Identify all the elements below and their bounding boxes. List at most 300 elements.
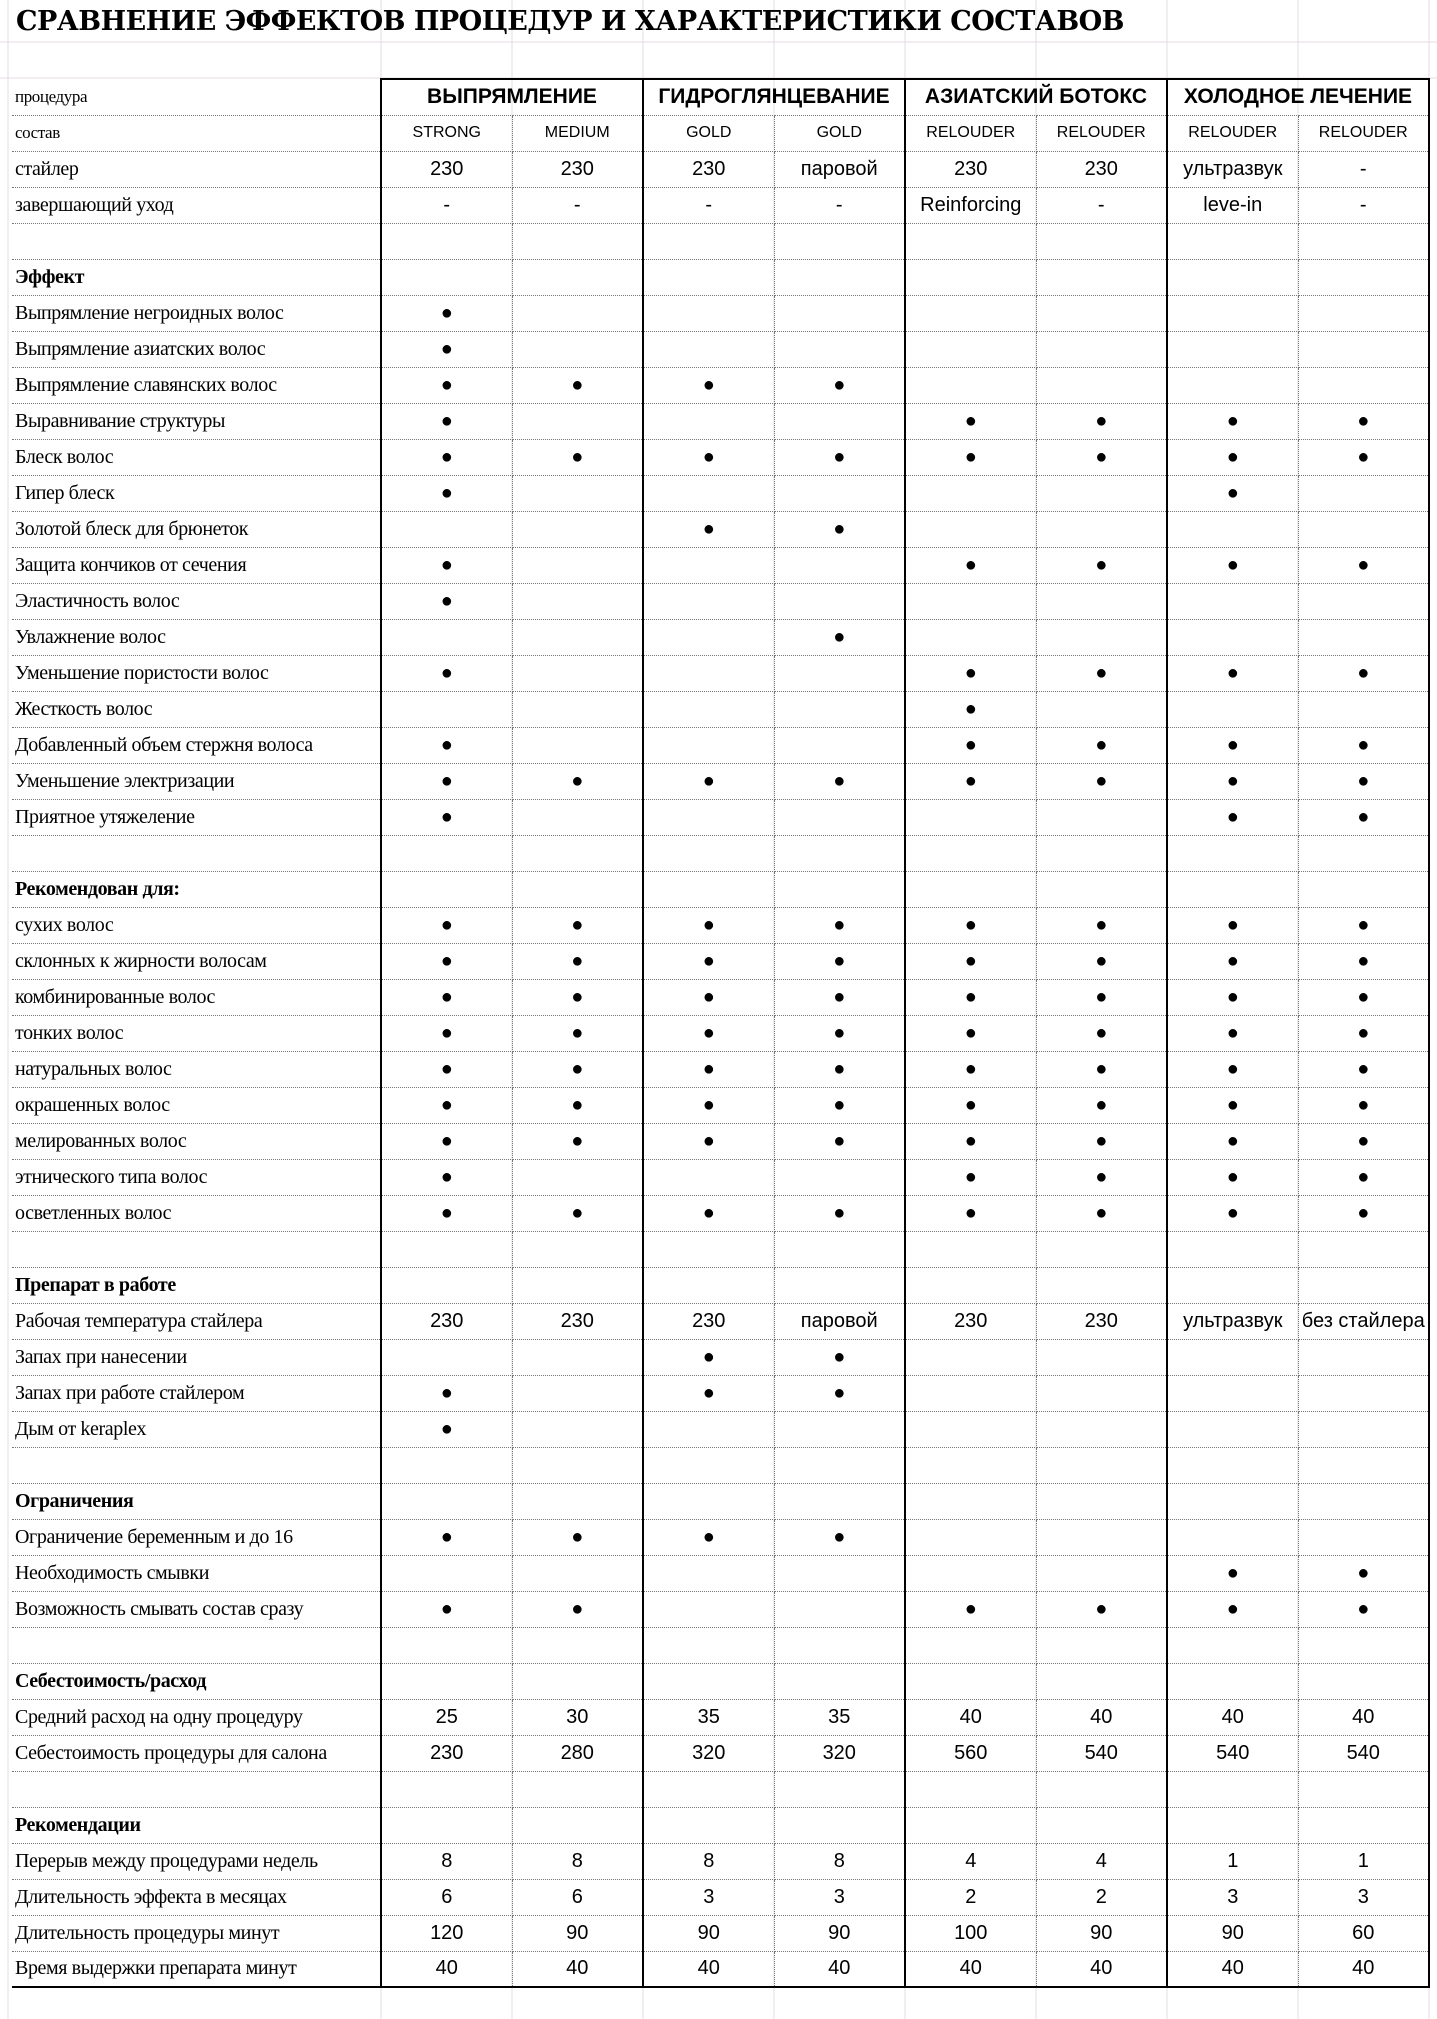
empty-cell[interactable]: [1298, 1627, 1429, 1663]
check-dot-cell[interactable]: ●: [774, 619, 905, 655]
check-dot-cell[interactable]: ●: [643, 1015, 774, 1051]
row-label[interactable]: Гипер блеск: [12, 475, 381, 511]
row-label[interactable]: склонных к жирности волосам: [12, 943, 381, 979]
empty-cell[interactable]: [1036, 1627, 1167, 1663]
value-cell[interactable]: 2: [1036, 1879, 1167, 1915]
check-dot-cell[interactable]: ●: [1298, 1087, 1429, 1123]
empty-cell[interactable]: [643, 835, 774, 871]
empty-cell[interactable]: [1036, 511, 1167, 547]
check-dot-cell[interactable]: ●: [643, 1375, 774, 1411]
empty-cell[interactable]: [1036, 691, 1167, 727]
section-title[interactable]: Себестоимость/расход: [12, 1663, 381, 1699]
check-dot-cell[interactable]: ●: [381, 1195, 512, 1231]
empty-cell[interactable]: [774, 1627, 905, 1663]
empty-cell[interactable]: [512, 475, 643, 511]
empty-cell[interactable]: [905, 1483, 1036, 1519]
check-dot-cell[interactable]: ●: [381, 1015, 512, 1051]
row-label[interactable]: Возможность смывать состав сразу: [12, 1591, 381, 1627]
value-cell[interactable]: 230: [512, 1303, 643, 1339]
empty-cell[interactable]: [512, 1411, 643, 1447]
check-dot-cell[interactable]: ●: [381, 1123, 512, 1159]
empty-cell[interactable]: [1036, 1411, 1167, 1447]
check-dot-cell[interactable]: ●: [381, 1519, 512, 1555]
empty-cell[interactable]: [1036, 835, 1167, 871]
empty-cell[interactable]: [905, 1339, 1036, 1375]
empty-cell[interactable]: [512, 331, 643, 367]
finish-cell[interactable]: -: [774, 187, 905, 223]
value-cell[interactable]: 6: [381, 1879, 512, 1915]
value-cell[interactable]: 280: [512, 1735, 643, 1771]
check-dot-cell[interactable]: ●: [381, 583, 512, 619]
check-dot-cell[interactable]: ●: [905, 1159, 1036, 1195]
empty-cell[interactable]: [1167, 583, 1298, 619]
empty-cell[interactable]: [643, 655, 774, 691]
composition-cell[interactable]: STRONG: [381, 115, 512, 151]
value-cell[interactable]: 230: [381, 1735, 512, 1771]
empty-cell[interactable]: [774, 871, 905, 907]
empty-cell[interactable]: [1167, 871, 1298, 907]
empty-cell[interactable]: [1167, 1231, 1298, 1267]
empty-cell[interactable]: [905, 1519, 1036, 1555]
check-dot-cell[interactable]: ●: [1167, 1087, 1298, 1123]
check-dot-cell[interactable]: ●: [1036, 439, 1167, 475]
check-dot-cell[interactable]: ●: [774, 367, 905, 403]
empty-cell[interactable]: [512, 1663, 643, 1699]
empty-cell[interactable]: [1167, 223, 1298, 259]
group-header[interactable]: ВЫПРЯМЛЕНИЕ: [381, 79, 643, 115]
value-cell[interactable]: 8: [774, 1843, 905, 1879]
empty-cell[interactable]: [774, 223, 905, 259]
group-header[interactable]: АЗИАТСКИЙ БОТОКС: [905, 79, 1167, 115]
value-cell[interactable]: 4: [1036, 1843, 1167, 1879]
styler-cell[interactable]: 230: [1036, 151, 1167, 187]
empty-cell[interactable]: [774, 1807, 905, 1843]
empty-cell[interactable]: [512, 835, 643, 871]
empty-cell[interactable]: [774, 1159, 905, 1195]
empty-cell[interactable]: [1036, 619, 1167, 655]
value-cell[interactable]: 40: [1298, 1951, 1429, 1987]
empty-cell[interactable]: [12, 223, 381, 259]
row-label[interactable]: Запах при работе стайлером: [12, 1375, 381, 1411]
empty-cell[interactable]: [643, 1483, 774, 1519]
value-cell[interactable]: 3: [1298, 1879, 1429, 1915]
composition-label[interactable]: состав: [12, 115, 381, 151]
row-label[interactable]: Дым от keraplex: [12, 1411, 381, 1447]
value-cell[interactable]: 35: [774, 1699, 905, 1735]
check-dot-cell[interactable]: ●: [381, 907, 512, 943]
value-cell[interactable]: 4: [905, 1843, 1036, 1879]
check-dot-cell[interactable]: ●: [1036, 727, 1167, 763]
row-label[interactable]: Длительность процедуры минут: [12, 1915, 381, 1951]
check-dot-cell[interactable]: ●: [512, 979, 643, 1015]
check-dot-cell[interactable]: ●: [774, 763, 905, 799]
check-dot-cell[interactable]: ●: [381, 547, 512, 583]
check-dot-cell[interactable]: ●: [905, 979, 1036, 1015]
check-dot-cell[interactable]: ●: [1036, 655, 1167, 691]
empty-cell[interactable]: [1167, 1519, 1298, 1555]
empty-cell[interactable]: [774, 1411, 905, 1447]
check-dot-cell[interactable]: ●: [905, 1591, 1036, 1627]
check-dot-cell[interactable]: ●: [905, 727, 1036, 763]
check-dot-cell[interactable]: ●: [1298, 1591, 1429, 1627]
empty-cell[interactable]: [1036, 259, 1167, 295]
empty-cell[interactable]: [12, 1627, 381, 1663]
check-dot-cell[interactable]: ●: [1036, 1051, 1167, 1087]
row-label[interactable]: Золотой блеск для брюнеток: [12, 511, 381, 547]
empty-cell[interactable]: [381, 835, 512, 871]
check-dot-cell[interactable]: ●: [381, 403, 512, 439]
value-cell[interactable]: 90: [643, 1915, 774, 1951]
empty-cell[interactable]: [512, 403, 643, 439]
row-label[interactable]: Приятное утяжеление: [12, 799, 381, 835]
empty-cell[interactable]: [774, 1267, 905, 1303]
value-cell[interactable]: без стайлера: [1298, 1303, 1429, 1339]
value-cell[interactable]: 230: [1036, 1303, 1167, 1339]
check-dot-cell[interactable]: ●: [643, 1087, 774, 1123]
check-dot-cell[interactable]: ●: [774, 979, 905, 1015]
empty-cell[interactable]: [381, 223, 512, 259]
empty-cell[interactable]: [512, 1159, 643, 1195]
empty-cell[interactable]: [643, 1267, 774, 1303]
empty-cell[interactable]: [512, 799, 643, 835]
empty-cell[interactable]: [774, 655, 905, 691]
empty-cell[interactable]: [1036, 475, 1167, 511]
empty-cell[interactable]: [381, 1627, 512, 1663]
styler-cell[interactable]: 230: [643, 151, 774, 187]
styler-cell[interactable]: паровой: [774, 151, 905, 187]
empty-cell[interactable]: [1167, 367, 1298, 403]
check-dot-cell[interactable]: ●: [1036, 763, 1167, 799]
check-dot-cell[interactable]: ●: [1167, 943, 1298, 979]
check-dot-cell[interactable]: ●: [1167, 547, 1298, 583]
empty-cell[interactable]: [643, 799, 774, 835]
empty-cell[interactable]: [1298, 583, 1429, 619]
value-cell[interactable]: 8: [512, 1843, 643, 1879]
row-label[interactable]: тонких волос: [12, 1015, 381, 1051]
empty-cell[interactable]: [512, 1483, 643, 1519]
styler-cell[interactable]: -: [1298, 151, 1429, 187]
empty-cell[interactable]: [1298, 1483, 1429, 1519]
check-dot-cell[interactable]: ●: [643, 1339, 774, 1375]
empty-cell[interactable]: [774, 1483, 905, 1519]
value-cell[interactable]: 25: [381, 1699, 512, 1735]
check-dot-cell[interactable]: ●: [1167, 439, 1298, 475]
empty-cell[interactable]: [643, 547, 774, 583]
check-dot-cell[interactable]: ●: [905, 763, 1036, 799]
empty-cell[interactable]: [381, 1771, 512, 1807]
empty-cell[interactable]: [1298, 223, 1429, 259]
composition-cell[interactable]: GOLD: [643, 115, 774, 151]
check-dot-cell[interactable]: ●: [774, 1051, 905, 1087]
empty-cell[interactable]: [905, 295, 1036, 331]
empty-cell[interactable]: [643, 1231, 774, 1267]
check-dot-cell[interactable]: ●: [1036, 403, 1167, 439]
value-cell[interactable]: 320: [774, 1735, 905, 1771]
empty-cell[interactable]: [643, 223, 774, 259]
check-dot-cell[interactable]: ●: [1167, 763, 1298, 799]
check-dot-cell[interactable]: ●: [381, 727, 512, 763]
empty-cell[interactable]: [1298, 871, 1429, 907]
value-cell[interactable]: 8: [381, 1843, 512, 1879]
empty-cell[interactable]: [1298, 475, 1429, 511]
check-dot-cell[interactable]: ●: [1167, 1195, 1298, 1231]
empty-cell[interactable]: [905, 1447, 1036, 1483]
check-dot-cell[interactable]: ●: [512, 763, 643, 799]
empty-cell[interactable]: [381, 1267, 512, 1303]
empty-cell[interactable]: [512, 1771, 643, 1807]
check-dot-cell[interactable]: ●: [381, 799, 512, 835]
empty-cell[interactable]: [512, 223, 643, 259]
empty-cell[interactable]: [1298, 1231, 1429, 1267]
empty-cell[interactable]: [12, 835, 381, 871]
row-label[interactable]: Необходимость смывки: [12, 1555, 381, 1591]
empty-cell[interactable]: [1036, 1375, 1167, 1411]
check-dot-cell[interactable]: ●: [381, 367, 512, 403]
empty-cell[interactable]: [1298, 511, 1429, 547]
check-dot-cell[interactable]: ●: [1298, 943, 1429, 979]
check-dot-cell[interactable]: ●: [643, 907, 774, 943]
check-dot-cell[interactable]: ●: [905, 547, 1036, 583]
empty-cell[interactable]: [774, 1555, 905, 1591]
check-dot-cell[interactable]: ●: [905, 691, 1036, 727]
empty-cell[interactable]: [905, 1375, 1036, 1411]
check-dot-cell[interactable]: ●: [643, 367, 774, 403]
check-dot-cell[interactable]: ●: [774, 1087, 905, 1123]
empty-cell[interactable]: [1298, 1267, 1429, 1303]
check-dot-cell[interactable]: ●: [643, 943, 774, 979]
check-dot-cell[interactable]: ●: [1167, 979, 1298, 1015]
section-title[interactable]: Рекомендации: [12, 1807, 381, 1843]
check-dot-cell[interactable]: ●: [1036, 907, 1167, 943]
empty-cell[interactable]: [1298, 1519, 1429, 1555]
empty-cell[interactable]: [512, 1447, 643, 1483]
check-dot-cell[interactable]: ●: [905, 439, 1036, 475]
empty-cell[interactable]: [512, 1555, 643, 1591]
empty-cell[interactable]: [774, 547, 905, 583]
check-dot-cell[interactable]: ●: [381, 979, 512, 1015]
check-dot-cell[interactable]: ●: [643, 1519, 774, 1555]
row-label[interactable]: Выравнивание структуры: [12, 403, 381, 439]
empty-cell[interactable]: [1036, 1807, 1167, 1843]
empty-cell[interactable]: [643, 475, 774, 511]
check-dot-cell[interactable]: ●: [512, 367, 643, 403]
row-label[interactable]: Себестоимость процедуры для салона: [12, 1735, 381, 1771]
empty-cell[interactable]: [774, 1447, 905, 1483]
empty-cell[interactable]: [512, 619, 643, 655]
empty-cell[interactable]: [905, 871, 1036, 907]
empty-cell[interactable]: [381, 1339, 512, 1375]
empty-cell[interactable]: [905, 1663, 1036, 1699]
empty-cell[interactable]: [643, 295, 774, 331]
row-label[interactable]: Длительность эффекта в месяцах: [12, 1879, 381, 1915]
check-dot-cell[interactable]: ●: [381, 943, 512, 979]
check-dot-cell[interactable]: ●: [1298, 1195, 1429, 1231]
check-dot-cell[interactable]: ●: [643, 979, 774, 1015]
check-dot-cell[interactable]: ●: [905, 1015, 1036, 1051]
row-label[interactable]: Выпрямление славянских волос: [12, 367, 381, 403]
value-cell[interactable]: 540: [1167, 1735, 1298, 1771]
empty-cell[interactable]: [643, 1807, 774, 1843]
check-dot-cell[interactable]: ●: [1167, 1555, 1298, 1591]
check-dot-cell[interactable]: ●: [1167, 1159, 1298, 1195]
composition-cell[interactable]: RELOUDER: [1036, 115, 1167, 151]
row-label[interactable]: окрашенных волос: [12, 1087, 381, 1123]
check-dot-cell[interactable]: ●: [1167, 655, 1298, 691]
check-dot-cell[interactable]: ●: [381, 331, 512, 367]
empty-cell[interactable]: [1298, 1771, 1429, 1807]
empty-cell[interactable]: [512, 727, 643, 763]
empty-cell[interactable]: [905, 1807, 1036, 1843]
value-cell[interactable]: ультразвук: [1167, 1303, 1298, 1339]
row-label[interactable]: Уменьшение пористости волос: [12, 655, 381, 691]
empty-cell[interactable]: [1036, 331, 1167, 367]
empty-cell[interactable]: [381, 1807, 512, 1843]
empty-cell[interactable]: [643, 583, 774, 619]
empty-cell[interactable]: [1167, 1483, 1298, 1519]
empty-cell[interactable]: [12, 1771, 381, 1807]
value-cell[interactable]: 40: [1167, 1951, 1298, 1987]
check-dot-cell[interactable]: ●: [1167, 1123, 1298, 1159]
empty-cell[interactable]: [512, 1339, 643, 1375]
empty-cell[interactable]: [643, 1771, 774, 1807]
check-dot-cell[interactable]: ●: [381, 1591, 512, 1627]
composition-cell[interactable]: RELOUDER: [1298, 115, 1429, 151]
empty-cell[interactable]: [774, 475, 905, 511]
check-dot-cell[interactable]: ●: [1036, 1159, 1167, 1195]
value-cell[interactable]: 30: [512, 1699, 643, 1735]
value-cell[interactable]: 40: [1298, 1699, 1429, 1735]
check-dot-cell[interactable]: ●: [1036, 1591, 1167, 1627]
value-cell[interactable]: 40: [1036, 1699, 1167, 1735]
check-dot-cell[interactable]: ●: [512, 1087, 643, 1123]
check-dot-cell[interactable]: ●: [1167, 799, 1298, 835]
empty-cell[interactable]: [905, 835, 1036, 871]
check-dot-cell[interactable]: ●: [774, 1123, 905, 1159]
empty-cell[interactable]: [774, 1591, 905, 1627]
row-label[interactable]: сухих волос: [12, 907, 381, 943]
styler-label[interactable]: стайлер: [12, 151, 381, 187]
check-dot-cell[interactable]: ●: [1167, 403, 1298, 439]
check-dot-cell[interactable]: ●: [643, 439, 774, 475]
row-label[interactable]: осветленных волос: [12, 1195, 381, 1231]
row-label[interactable]: Блеск волос: [12, 439, 381, 475]
composition-cell[interactable]: GOLD: [774, 115, 905, 151]
check-dot-cell[interactable]: ●: [1298, 1015, 1429, 1051]
empty-cell[interactable]: [905, 1771, 1036, 1807]
value-cell[interactable]: 120: [381, 1915, 512, 1951]
section-title[interactable]: Рекомендован для:: [12, 871, 381, 907]
empty-cell[interactable]: [1298, 835, 1429, 871]
empty-cell[interactable]: [643, 1663, 774, 1699]
check-dot-cell[interactable]: ●: [381, 655, 512, 691]
empty-cell[interactable]: [512, 1267, 643, 1303]
check-dot-cell[interactable]: ●: [1298, 763, 1429, 799]
value-cell[interactable]: 3: [643, 1879, 774, 1915]
row-label[interactable]: Добавленный объем стержня волоса: [12, 727, 381, 763]
empty-cell[interactable]: [1167, 1663, 1298, 1699]
value-cell[interactable]: 3: [1167, 1879, 1298, 1915]
check-dot-cell[interactable]: ●: [774, 1519, 905, 1555]
empty-cell[interactable]: [1167, 1771, 1298, 1807]
check-dot-cell[interactable]: ●: [381, 295, 512, 331]
empty-cell[interactable]: [1298, 259, 1429, 295]
composition-cell[interactable]: RELOUDER: [1167, 115, 1298, 151]
check-dot-cell[interactable]: ●: [1298, 1159, 1429, 1195]
check-dot-cell[interactable]: ●: [381, 439, 512, 475]
empty-cell[interactable]: [1167, 1627, 1298, 1663]
row-label[interactable]: Запах при нанесении: [12, 1339, 381, 1375]
empty-cell[interactable]: [774, 331, 905, 367]
empty-cell[interactable]: [643, 1591, 774, 1627]
value-cell[interactable]: 35: [643, 1699, 774, 1735]
empty-cell[interactable]: [381, 871, 512, 907]
empty-cell[interactable]: [1036, 223, 1167, 259]
value-cell[interactable]: 40: [905, 1699, 1036, 1735]
check-dot-cell[interactable]: ●: [1298, 547, 1429, 583]
check-dot-cell[interactable]: ●: [1036, 979, 1167, 1015]
row-label[interactable]: Выпрямление негроидных волос: [12, 295, 381, 331]
empty-cell[interactable]: [1167, 1375, 1298, 1411]
check-dot-cell[interactable]: ●: [774, 511, 905, 547]
empty-cell[interactable]: [643, 403, 774, 439]
value-cell[interactable]: 2: [905, 1879, 1036, 1915]
empty-cell[interactable]: [12, 1231, 381, 1267]
empty-cell[interactable]: [1036, 799, 1167, 835]
check-dot-cell[interactable]: ●: [1167, 727, 1298, 763]
empty-cell[interactable]: [1298, 1411, 1429, 1447]
check-dot-cell[interactable]: ●: [1167, 1015, 1298, 1051]
styler-cell[interactable]: 230: [512, 151, 643, 187]
value-cell[interactable]: 540: [1036, 1735, 1167, 1771]
empty-cell[interactable]: [512, 871, 643, 907]
check-dot-cell[interactable]: ●: [1298, 439, 1429, 475]
styler-cell[interactable]: ультразвук: [1167, 151, 1298, 187]
empty-cell[interactable]: [381, 691, 512, 727]
check-dot-cell[interactable]: ●: [1298, 655, 1429, 691]
empty-cell[interactable]: [1298, 691, 1429, 727]
row-label[interactable]: мелированных волос: [12, 1123, 381, 1159]
empty-cell[interactable]: [1036, 1267, 1167, 1303]
empty-cell[interactable]: [905, 1267, 1036, 1303]
row-label[interactable]: Жесткость волос: [12, 691, 381, 727]
check-dot-cell[interactable]: ●: [1167, 475, 1298, 511]
value-cell[interactable]: 230: [643, 1303, 774, 1339]
empty-cell[interactable]: [774, 583, 905, 619]
check-dot-cell[interactable]: ●: [643, 1195, 774, 1231]
row-label[interactable]: Ограничение беременным и до 16: [12, 1519, 381, 1555]
check-dot-cell[interactable]: ●: [905, 403, 1036, 439]
empty-cell[interactable]: [381, 1447, 512, 1483]
check-dot-cell[interactable]: ●: [512, 1519, 643, 1555]
value-cell[interactable]: 320: [643, 1735, 774, 1771]
check-dot-cell[interactable]: ●: [905, 1087, 1036, 1123]
empty-cell[interactable]: [643, 727, 774, 763]
finish-label[interactable]: завершающий уход: [12, 187, 381, 223]
composition-cell[interactable]: MEDIUM: [512, 115, 643, 151]
empty-cell[interactable]: [1167, 295, 1298, 331]
empty-cell[interactable]: [1298, 1807, 1429, 1843]
check-dot-cell[interactable]: ●: [512, 1123, 643, 1159]
empty-cell[interactable]: [1036, 1663, 1167, 1699]
check-dot-cell[interactable]: ●: [1036, 1123, 1167, 1159]
empty-cell[interactable]: [905, 1627, 1036, 1663]
row-label[interactable]: Эластичность волос: [12, 583, 381, 619]
value-cell[interactable]: 90: [512, 1915, 643, 1951]
value-cell[interactable]: 40: [774, 1951, 905, 1987]
check-dot-cell[interactable]: ●: [381, 763, 512, 799]
empty-cell[interactable]: [643, 1447, 774, 1483]
value-cell[interactable]: 540: [1298, 1735, 1429, 1771]
